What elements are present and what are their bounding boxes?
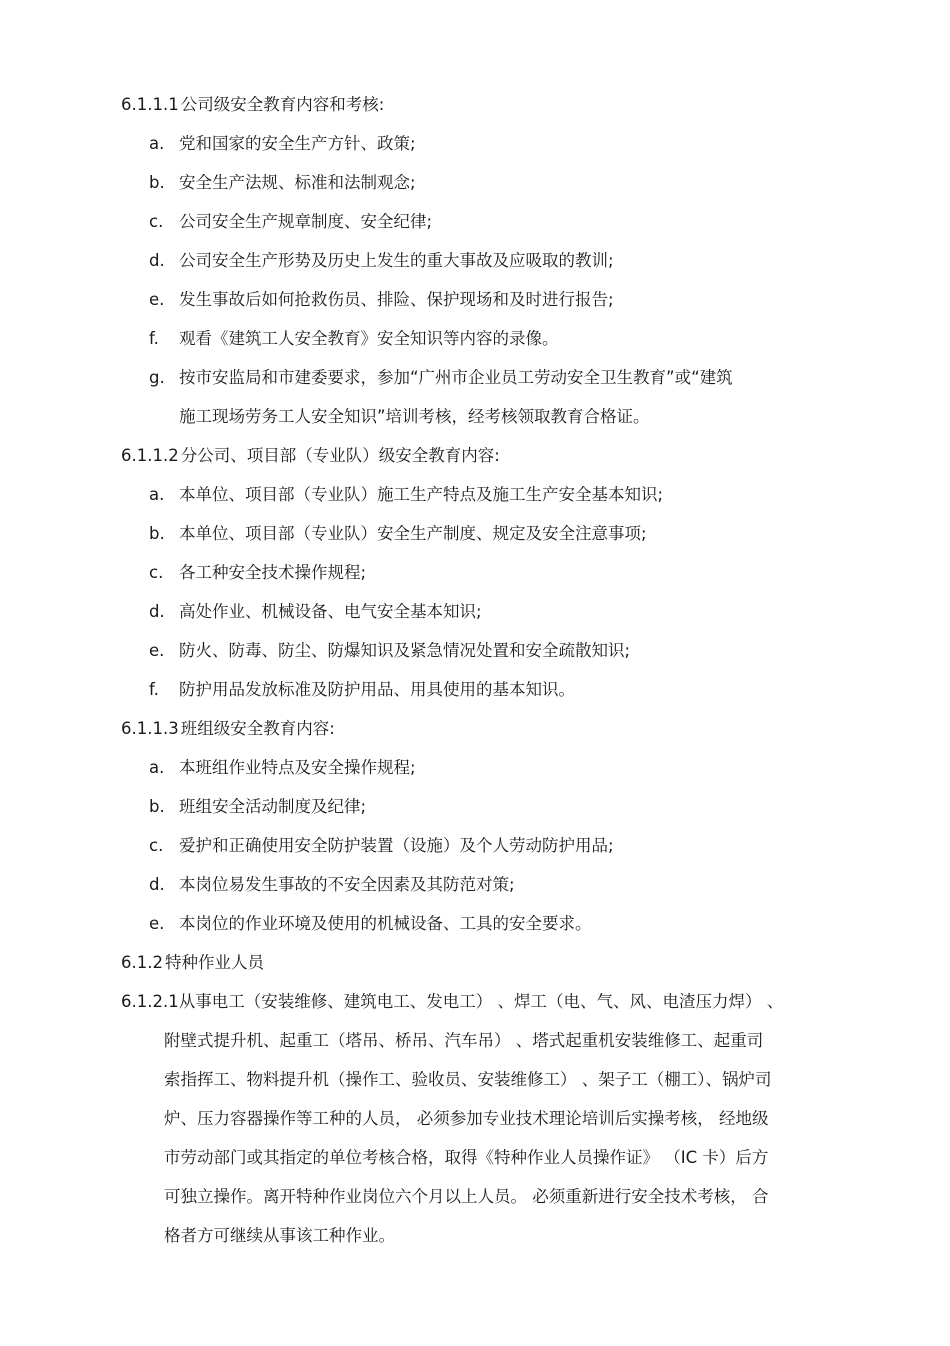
list-text: 各工种安全技术操作规程; [179, 563, 367, 582]
list-marker: a. [149, 134, 165, 153]
paragraph-line: 市劳动部门或其指定的单位考核合格，取得《特种作业人员操作证》 （IC 卡）后方 [164, 1148, 769, 1167]
paragraph-line: 格者方可继续从事该工种作业。 [164, 1226, 395, 1245]
section-heading-6-1-2 [0, 950, 950, 989]
list-item [0, 287, 950, 326]
list-item [0, 521, 950, 560]
section-heading-6-1-1-1 [0, 92, 950, 131]
list-item [0, 326, 950, 365]
section-title: 班组级安全教育内容: [180, 719, 335, 738]
list-text: 公司安全生产形势及历史上发生的重大事故及应吸取的教训; [179, 251, 614, 270]
list-text: 党和国家的安全生产方针、政策; [179, 134, 416, 153]
list-marker: d. [149, 875, 165, 894]
paragraph-line: 炉、压力容器操作等工种的人员， 必须参加专业技术理论培训后实操考核， 经地级 [164, 1109, 769, 1128]
list-marker: a. [149, 758, 165, 777]
list-item [0, 638, 950, 677]
list-item [0, 365, 950, 404]
list-text: 安全生产法规、标准和法制观念; [179, 173, 416, 192]
list-marker: e. [149, 914, 165, 933]
list-text: 发生事故后如何抢救伤员、排险、保护现场和及时进行报告; [179, 290, 614, 309]
section-number: 6.1.1.2 [121, 446, 179, 465]
list-text: 按市安监局和市建委要求，参加“广州市企业员工劳动安全卫生教育”或“建筑 [179, 368, 733, 387]
list-item [0, 560, 950, 599]
section-heading-6-1-1-3 [0, 716, 950, 755]
list-text: 爱护和正确使用安全防护装置（设施）及个人劳动防护用品; [179, 836, 614, 855]
paragraph-text: 从事电工（安装维修、建筑电工、发电工） 、焊工（电、气、风、电渣压力焊） 、 [178, 992, 784, 1011]
list-marker: b. [149, 173, 165, 192]
list-marker: b. [149, 797, 165, 816]
list-text: 本班组作业特点及安全操作规程; [179, 758, 416, 777]
list-item [0, 755, 950, 794]
list-marker: d. [149, 602, 165, 621]
list-text: 防火、防毒、防尘、防爆知识及紧急情况处置和安全疏散知识; [179, 641, 631, 660]
list-item [0, 794, 950, 833]
list-text: 班组安全活动制度及纪律; [179, 797, 367, 816]
list-item [0, 911, 950, 950]
section-title: 公司级安全教育内容和考核: [180, 95, 385, 114]
list-marker: b. [149, 524, 165, 543]
section-title: 特种作业人员 [164, 953, 264, 972]
list-item [0, 677, 950, 716]
list-text: 本岗位的作业环境及使用的机械设备、工具的安全要求。 [179, 914, 592, 933]
section-number: 6.1.1.3 [121, 719, 179, 738]
paragraph-line: 附壁式提升机、起重工（塔吊、桥吊、汽车吊） 、塔式起重机安装维修工、起重司 [164, 1031, 764, 1050]
list-item [0, 170, 950, 209]
list-marker: e. [149, 290, 165, 309]
list-marker: a. [149, 485, 165, 504]
list-item [0, 599, 950, 638]
list-text: 本岗位易发生事故的不安全因素及其防范对策; [179, 875, 515, 894]
list-text: 高处作业、机械设备、电气安全基本知识; [179, 602, 482, 621]
list-text: 防护用品发放标准及防护用品、用具使用的基本知识。 [179, 680, 575, 699]
list-item [0, 248, 950, 287]
list-marker: c. [149, 836, 164, 855]
paragraph-6-1-2-1-line [0, 989, 950, 1028]
list-item [0, 872, 950, 911]
list-marker: f. [149, 680, 159, 699]
list-marker: c. [149, 212, 164, 231]
list-item [0, 482, 950, 521]
section-title: 分公司、项目部（专业队）级安全教育内容: [180, 446, 500, 465]
section-number: 6.1.1.1 [121, 95, 179, 114]
list-marker: g. [149, 368, 165, 387]
list-marker: e. [149, 641, 165, 660]
list-marker: f. [149, 329, 159, 348]
list-item [0, 131, 950, 170]
list-item-continuation: 施工现场劳务工人安全知识”培训考核，经考核领取教育合格证。 [179, 407, 650, 426]
list-marker: d. [149, 251, 165, 270]
paragraph-number: 6.1.2.1 [121, 992, 179, 1011]
list-text: 本单位、项目部（专业队）施工生产特点及施工生产安全基本知识; [179, 485, 664, 504]
section-number: 6.1.2 [121, 953, 163, 972]
list-marker: c. [149, 563, 164, 582]
paragraph-line: 索指挥工、物料提升机（操作工、验收员、安装维修工） 、架子工（棚工）、锅炉司 [164, 1070, 772, 1089]
section-heading-6-1-1-2 [0, 443, 950, 482]
list-text: 观看《建筑工人安全教育》安全知识等内容的录像。 [179, 329, 559, 348]
list-item [0, 209, 950, 248]
list-text: 本单位、项目部（专业队）安全生产制度、规定及安全注意事项; [179, 524, 647, 543]
list-item [0, 833, 950, 872]
list-text: 公司安全生产规章制度、安全纪律; [179, 212, 433, 231]
paragraph-line: 可独立操作。离开特种作业岗位六个月以上人员。 必须重新进行安全技术考核， 合 [164, 1187, 769, 1206]
